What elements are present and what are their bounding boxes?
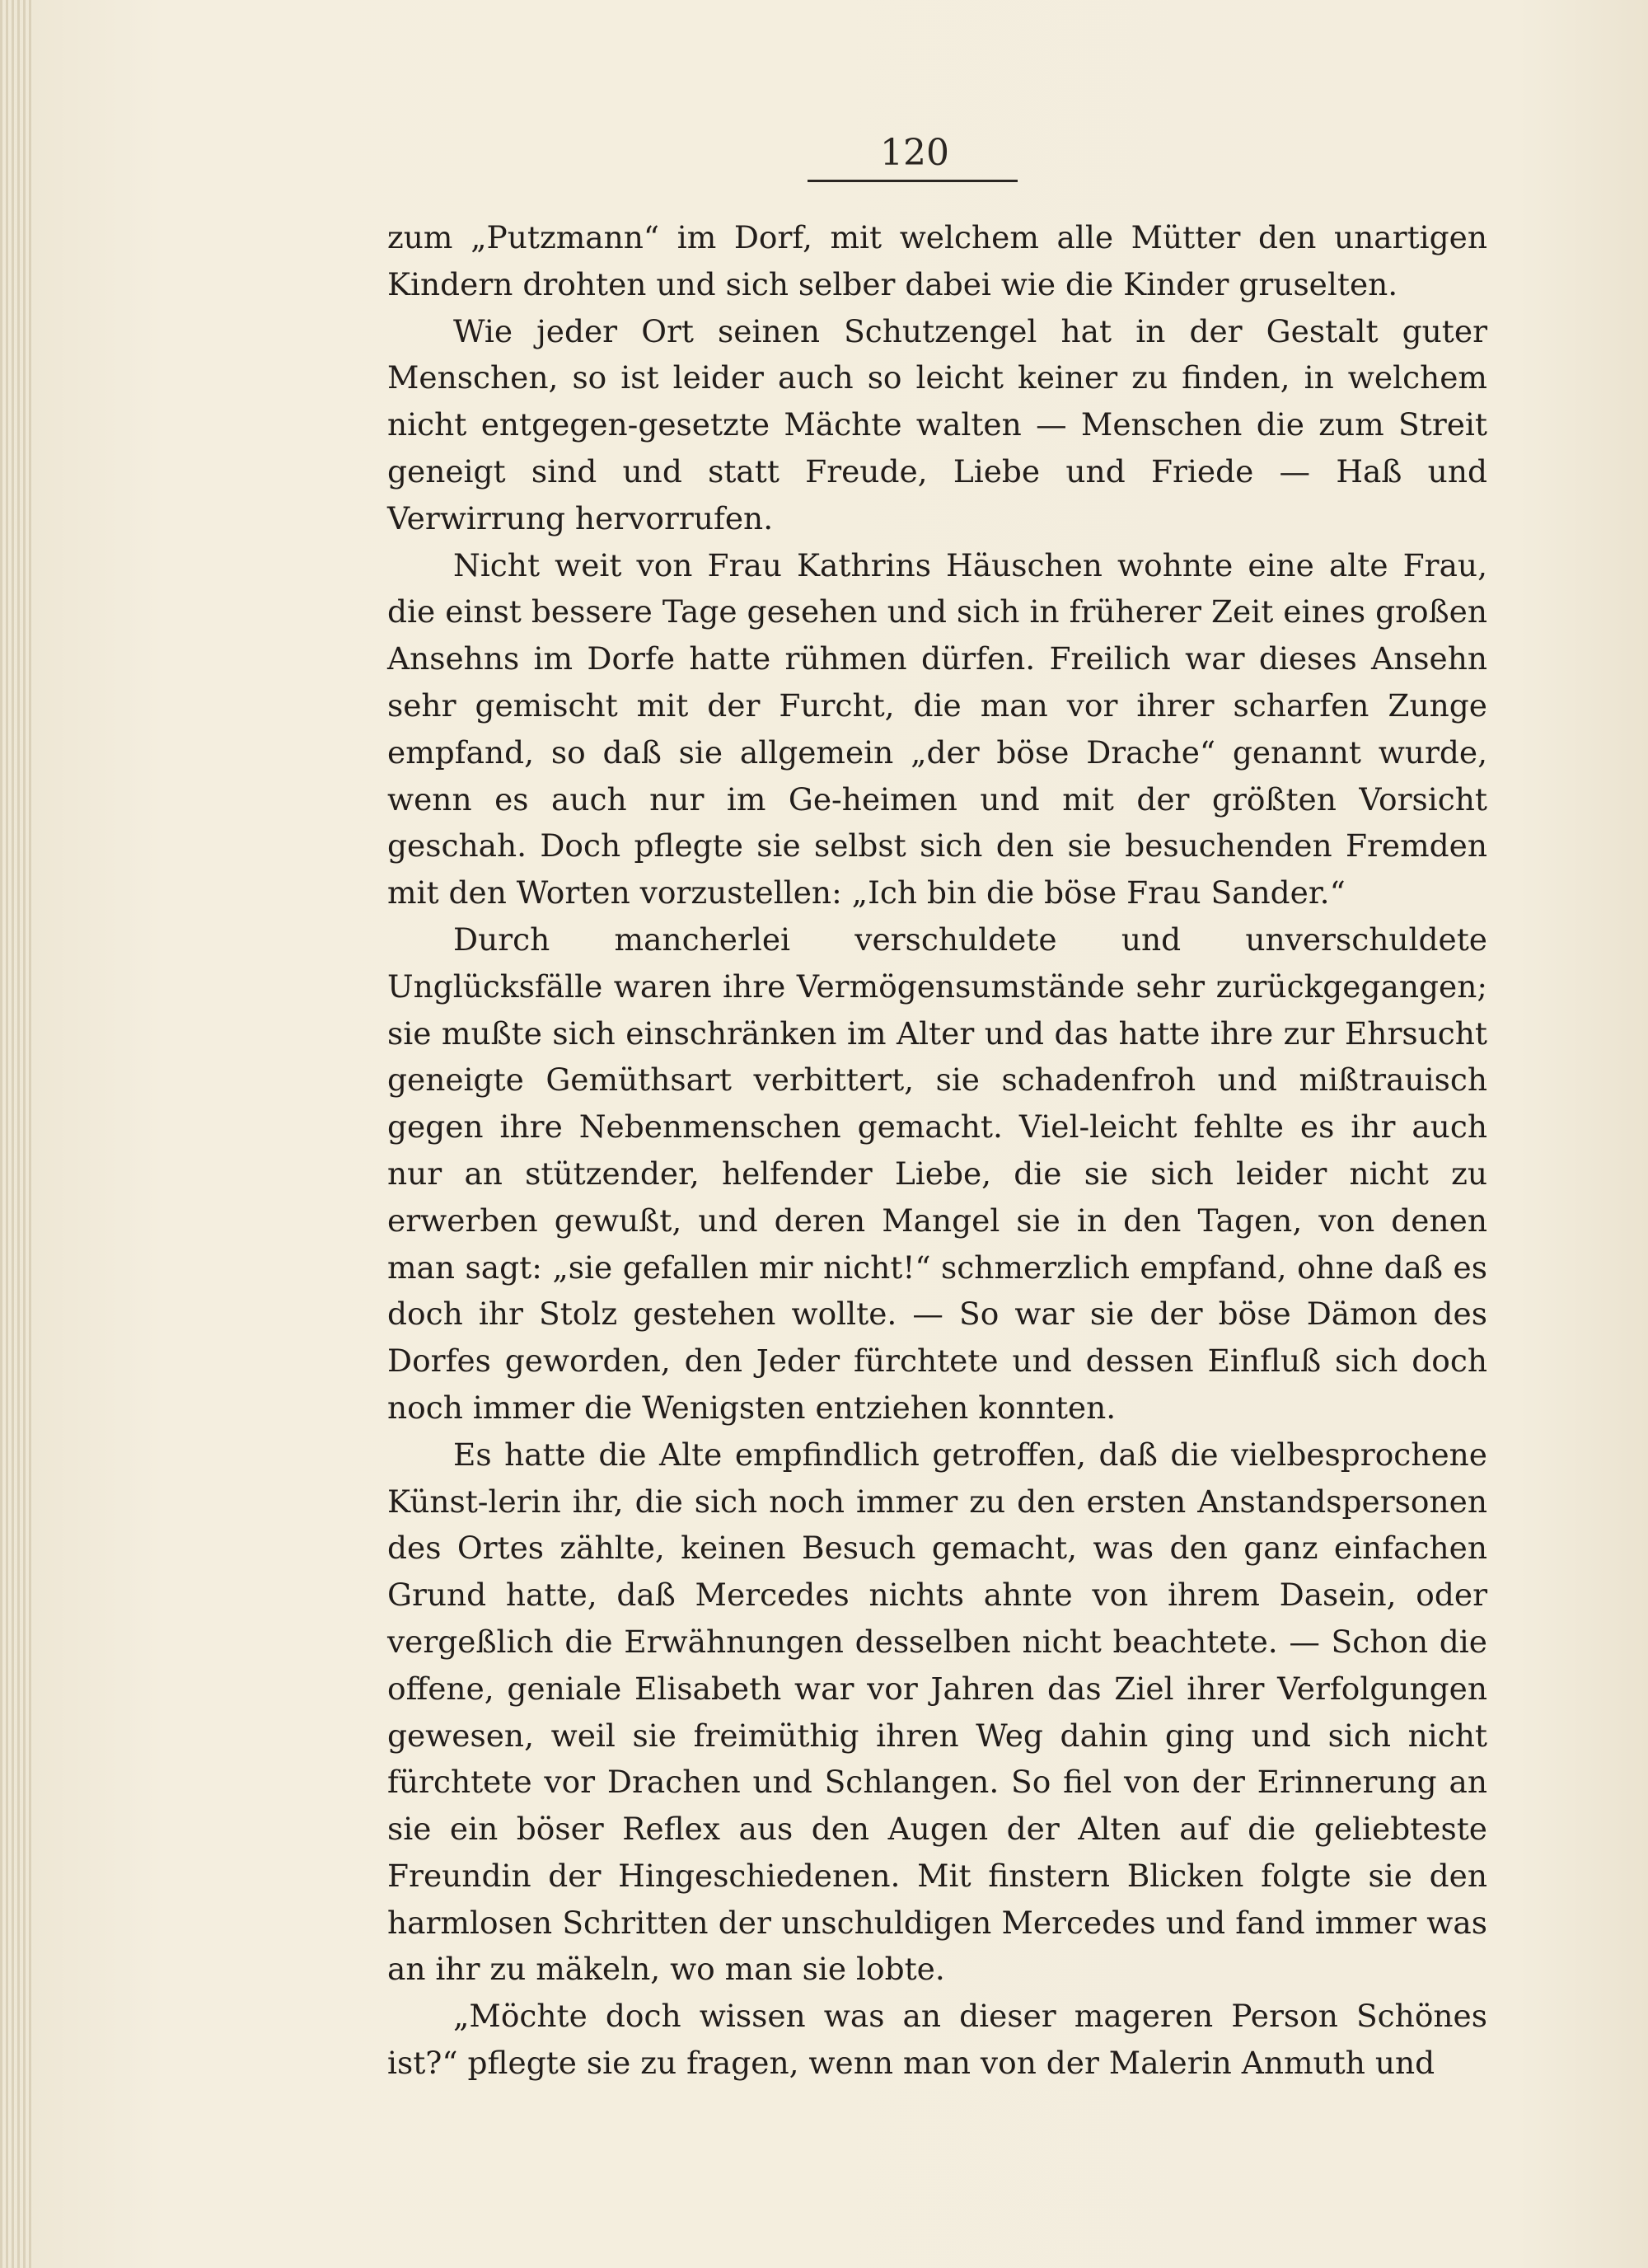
header-rule — [808, 180, 1018, 182]
paragraph: zum „Putzmann“ im Dorf, mit welchem alle Mütter den unartigen Kindern drohten und sich selber dabei wie die Kinder gruselten. — [387, 219, 1487, 302]
page-edge-stack — [0, 0, 33, 2268]
paragraph: Durch mancherlei verschuldete und unverschuldete Unglücksfälle waren ihre Vermögensumstände sehr zurückgegangen; sie mußte sich einschränken im Alter und das hatte ihre zur Ehrsucht geneigte Gemüthsart verbittert, sie schadenfroh und mißtrauisch gegen ihre Nebenmenschen gemacht. Viel-leicht fehlte es ihr auch nur an stützender, helfender Liebe, die sie sich leider nicht zu erwerben gewußt, und deren Mangel sie in den Tagen, von denen man sagt: „sie gefallen mir nicht!“ schmerzlich empfand, ohne daß es doch ihr Stolz gestehen wollte. — So war sie der böse Dämon des Dorfes geworden, den Jeder fürchtete und dessen Einfluß sich doch noch immer die Wenigsten entziehen konnten. — [387, 921, 1487, 1426]
page-number: 120 — [880, 132, 949, 174]
paragraph: Wie jeder Ort seinen Schutzengel hat in der Gestalt guter Menschen, so ist leider auch so leicht keiner zu finden, in welchem nicht entgegen-gesetzte Mächte walten — Menschen die zum Streit geneigt sind und statt Freude, Liebe und Friede — Haß und Verwirrung hervorrufen. — [387, 312, 1487, 537]
paragraph: Nicht weit von Frau Kathrins Häuschen wohnte eine alte Frau, die einst bessere Tage gesehen und sich in früherer Zeit eines großen Ansehns im Dorfe hatte rühmen dürfen. Freilich war dieses Ansehn sehr gemischt mit der Furcht, die man vor ihrer scharfen Zunge empfand, so daß sie allgemein „der böse Drache“ genannt wurde, wenn es auch nur im Ge-heimen und mit der größten Vorsicht geschah. Doch pflegte sie selbst sich den sie besuchenden Fremden mit den Worten vorzustellen: „Ich bin die böse Frau Sander.“ — [387, 546, 1487, 911]
body-text — [387, 214, 1487, 2087]
paragraph: „Möchte doch wissen was an dieser mageren Person Schönes ist?“ pflegte sie zu fragen, wenn man von der Malerin Anmuth und — [387, 1998, 1487, 2082]
book-page — [33, 0, 1648, 2268]
paragraph: Es hatte die Alte empfindlich getroffen, daß die vielbesprochene Künst-lerin ihr, die sich noch immer zu den ersten Anstandspersonen des Ortes zählte, keinen Besuch gemacht, was den ganz einfachen Grund hatte, daß Mercedes nichts ahnte von ihrem Dasein, oder vergeßlich die Erwähnungen desselben nicht beachtete. — Schon die offene, geniale Elisabeth war vor Jahren das Ziel ihrer Verfolgungen gewesen, weil sie freimüthig ihren Weg dahin ging und sich nicht fürchtete vor Drachen und Schlangen. So fiel von der Erinnerung an sie ein böser Reflex aus den Augen der Alten auf die geliebteste Freundin der Hingeschiedenen. Mit finstern Blicken folgte sie den harmlosen Schritten der unschuldigen Mercedes und fand immer was an ihr zu mäkeln, wo man sie lobte. — [387, 1436, 1487, 1988]
